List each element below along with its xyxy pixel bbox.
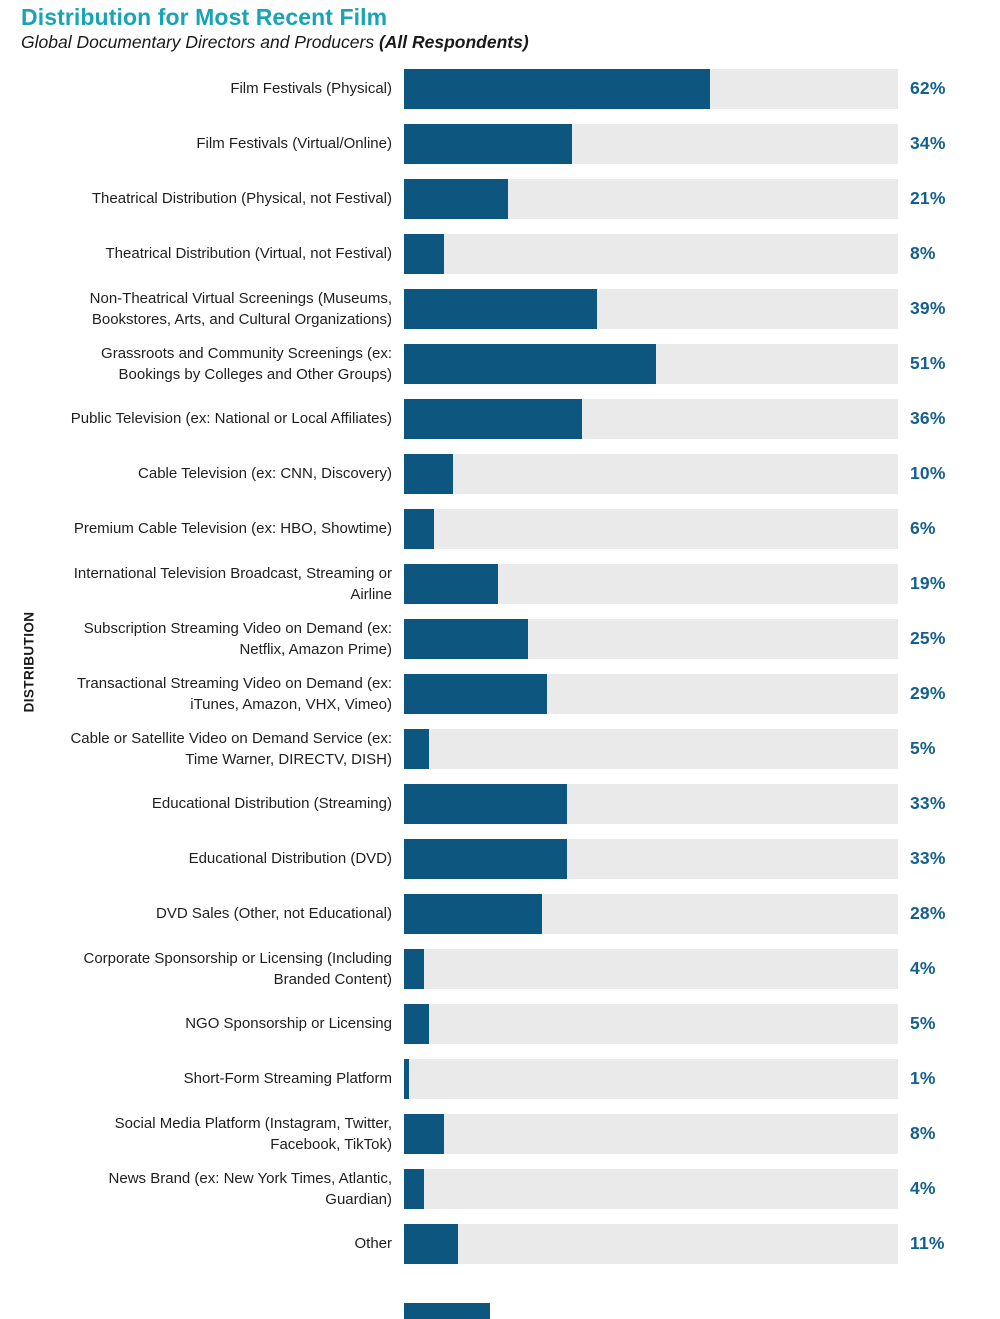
- value-label: 29%: [910, 683, 946, 703]
- value-label: 34%: [910, 133, 946, 153]
- value-label: 6%: [910, 518, 936, 538]
- category-label: Premium Cable Television (ex: HBO, Showtime): [73, 520, 392, 537]
- category-label: Social Media Platform (Instagram, Twitter, Facebook, TikTok): [114, 1114, 392, 1153]
- bar-row: [44, 941, 990, 996]
- bar-track: [404, 839, 898, 879]
- bar-fill: [404, 179, 508, 219]
- value-label: 4%: [910, 1178, 936, 1198]
- category-label: Grassroots and Community Screenings (ex: Bookings by Colleges and Other Groups): [101, 344, 392, 383]
- chart-title: Distribution for Most Recent Film: [21, 4, 388, 30]
- value-label: 10%: [910, 463, 946, 483]
- category-label: Short-Form Streaming Platform: [183, 1070, 392, 1087]
- bar-row: [44, 391, 990, 446]
- value-label: 51%: [910, 353, 946, 373]
- category-label: Corporate Sponsorship or Licensing (Including Branded Content): [83, 949, 392, 988]
- category-label: Film Festivals (Virtual/Online): [196, 135, 392, 152]
- bar-row: [44, 666, 990, 721]
- chart-subtitle-emphasis: (All Respondents): [378, 32, 529, 52]
- bar-track: [404, 564, 898, 604]
- category-label: Public Television (ex: National or Local Affiliates): [70, 410, 392, 427]
- bar-row: [44, 776, 990, 831]
- value-label: 8%: [910, 243, 936, 263]
- bar-row: [44, 1161, 990, 1216]
- bar-track: [404, 454, 898, 494]
- category-label: News Brand (ex: New York Times, Atlantic, Guardian): [108, 1169, 392, 1208]
- bar-fill: [404, 784, 567, 824]
- category-label: Educational Distribution (Streaming): [151, 795, 392, 812]
- bar-row: [44, 556, 990, 611]
- bar-fill: [404, 564, 498, 604]
- bar-fill: [404, 234, 444, 274]
- bar-track: [404, 674, 898, 714]
- bar-track: [404, 1224, 898, 1264]
- bar-track: [404, 784, 898, 824]
- category-label: Cable Television (ex: CNN, Discovery): [138, 465, 392, 482]
- value-label: 36%: [910, 408, 946, 428]
- bar-fill: [404, 124, 572, 164]
- value-label: 11%: [910, 1233, 945, 1253]
- value-label: 39%: [910, 298, 946, 318]
- bar-row: [44, 61, 990, 116]
- bar-fill: [404, 289, 597, 329]
- bar-track: [404, 124, 898, 164]
- bar-track: [404, 619, 898, 659]
- category-label: DVD Sales (Other, not Educational): [156, 905, 392, 922]
- bar-row: [44, 116, 990, 171]
- category-label: International Television Broadcast, Streaming or Airline: [73, 564, 392, 603]
- bar-track: [404, 289, 898, 329]
- bar-track: [404, 1169, 898, 1209]
- bar-fill: [404, 454, 453, 494]
- bar-fill: [404, 839, 567, 879]
- cropped-next-chart-bar-fragment: [404, 1303, 490, 1319]
- bar-row: [44, 226, 990, 281]
- bar-track: [404, 894, 898, 934]
- bar-fill: [404, 1004, 429, 1044]
- category-label: NGO Sponsorship or Licensing: [185, 1015, 392, 1032]
- bar-track: [404, 1059, 898, 1099]
- bar-track: [404, 949, 898, 989]
- bar-chart: [44, 61, 990, 1271]
- bar-fill: [404, 69, 710, 109]
- category-label: Theatrical Distribution (Physical, not Festival): [91, 190, 392, 207]
- bar-fill: [404, 949, 424, 989]
- bar-track: [404, 509, 898, 549]
- category-label: Educational Distribution (DVD): [188, 850, 392, 867]
- value-label: 28%: [910, 903, 946, 923]
- value-label: 33%: [910, 848, 946, 868]
- bar-fill: [404, 674, 547, 714]
- category-label: Other: [354, 1235, 392, 1252]
- bar-row: [44, 886, 990, 941]
- bar-row: [44, 446, 990, 501]
- value-label: 5%: [910, 1013, 936, 1033]
- bar-track: [404, 234, 898, 274]
- bar-track: [404, 1114, 898, 1154]
- value-label: 19%: [910, 573, 946, 593]
- bar-fill: [404, 1059, 409, 1099]
- chart-subtitle: [21, 32, 529, 53]
- value-label: 5%: [910, 738, 936, 758]
- bar-fill: [404, 1169, 424, 1209]
- value-label: 62%: [910, 78, 946, 98]
- value-label: 8%: [910, 1123, 936, 1143]
- chart-subtitle-regular: Global Documentary Directors and Producers: [21, 32, 379, 52]
- bar-row: [44, 281, 990, 336]
- bar-track: [404, 69, 898, 109]
- bar-fill: [404, 399, 582, 439]
- bar-fill: [404, 619, 528, 659]
- bar-row: [44, 1216, 990, 1271]
- category-label: Cable or Satellite Video on Demand Service (ex: Time Warner, DIRECTV, DISH): [70, 729, 392, 768]
- bar-row: [44, 336, 990, 391]
- bar-track: [404, 179, 898, 219]
- bar-track: [404, 729, 898, 769]
- value-label: 1%: [910, 1068, 936, 1088]
- value-label: 25%: [910, 628, 946, 648]
- value-label: 21%: [910, 188, 946, 208]
- y-axis-label: DISTRIBUTION: [21, 611, 37, 713]
- bar-row: [44, 171, 990, 226]
- bar-row: [44, 831, 990, 886]
- value-label: 4%: [910, 958, 936, 978]
- bar-row: [44, 721, 990, 776]
- bar-row: [44, 501, 990, 556]
- bar-row: [44, 1106, 990, 1161]
- bar-track: [404, 399, 898, 439]
- category-label: Non-Theatrical Virtual Screenings (Museums, Bookstores, Arts, and Cultural Organizations): [89, 289, 392, 328]
- bar-row: [44, 611, 990, 666]
- bar-track: [404, 344, 898, 384]
- value-label: 33%: [910, 793, 946, 813]
- bar-fill: [404, 344, 656, 384]
- category-label: Subscription Streaming Video on Demand (ex: Netflix, Amazon Prime): [83, 619, 392, 658]
- bar-fill: [404, 1114, 444, 1154]
- bar-row: [44, 1051, 990, 1106]
- bar-fill: [404, 509, 434, 549]
- bar-track: [404, 1004, 898, 1044]
- bar-row: [44, 996, 990, 1051]
- category-label: Film Festivals (Physical): [230, 80, 392, 97]
- bar-fill: [404, 1224, 458, 1264]
- bar-fill: [404, 894, 542, 934]
- category-label: Transactional Streaming Video on Demand (ex: iTunes, Amazon, VHX, Vimeo): [76, 674, 392, 713]
- category-label: Theatrical Distribution (Virtual, not Festival): [105, 245, 392, 262]
- bar-fill: [404, 729, 429, 769]
